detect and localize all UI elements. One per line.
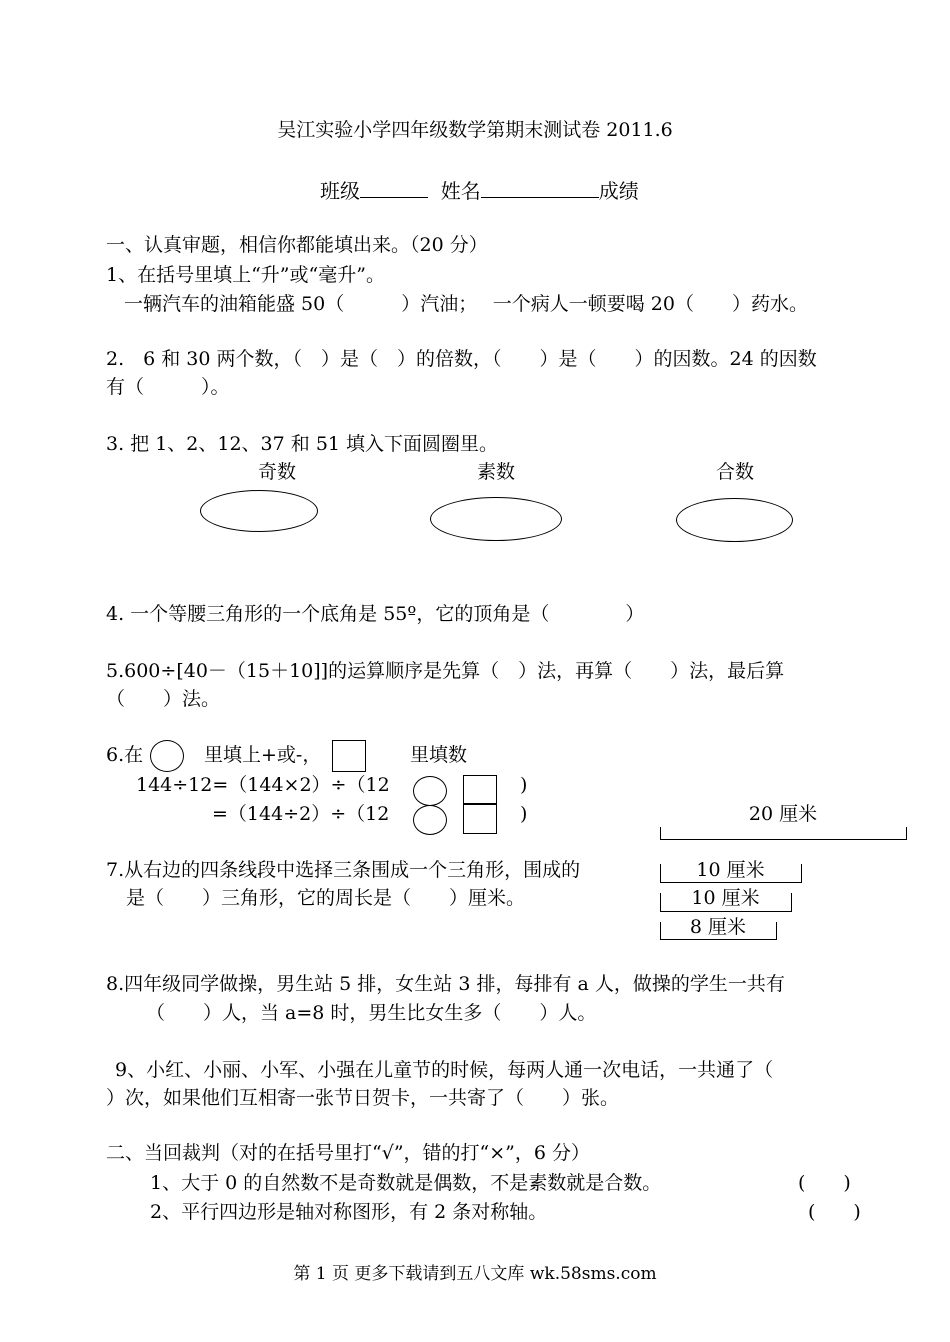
q6-suffix: 里填数 <box>410 744 468 766</box>
q6-close-paren-2: ) <box>520 803 528 825</box>
exam-title: 吴江实验小学四年级数学第期末测试卷 2011.6 <box>277 119 673 141</box>
prime-number-oval[interactable] <box>430 497 562 541</box>
q6-operator-circle-1[interactable] <box>413 776 447 806</box>
segment-8cm <box>660 922 777 940</box>
name-label: 姓名 <box>440 179 481 203</box>
q3-label-odd: 奇数 <box>258 461 297 483</box>
section1-heading: 一、认真审题，相信你都能填出来。（20 分） <box>106 234 488 256</box>
judge-item-1-paren[interactable]: ( ) <box>798 1172 851 1194</box>
q6-equation1: 144÷12=（144×2）÷（12 <box>136 774 390 796</box>
q4-line: 4. 一个等腰三角形的一个底角是 55º，它的顶角是（ ） <box>106 603 645 625</box>
segment-10cm-b <box>660 893 792 912</box>
q6-legend-square <box>332 740 366 772</box>
q3-prompt: 3. 把 1、2、12、37 和 51 填入下面圆圈里。 <box>106 433 499 455</box>
q6-number-box-2[interactable] <box>463 803 497 834</box>
student-info-line <box>320 179 639 201</box>
q5-line2: （ ）法。 <box>106 688 221 710</box>
q5-line1: 5.600÷[40－（15＋10]]的运算顺序是先算（ ）法，再算（ ）法，最后算 <box>106 660 785 682</box>
judge-item-2-text: 2、平行四边形是轴对称图形，有 2 条对称轴。 <box>150 1201 548 1223</box>
q7-line1: 7.从右边的四条线段中选择三条围成一个三角形，围成的 <box>106 859 581 881</box>
q2-line2: 有（ ）。 <box>106 376 230 398</box>
score-label: 成绩 <box>598 179 639 203</box>
segment-8cm-label: 8 厘米 <box>689 916 747 938</box>
q6-equation2: =（144÷2）÷（12 <box>212 803 390 825</box>
q6-legend-circle <box>150 740 184 772</box>
class-label: 班级 <box>320 179 360 203</box>
section2-heading: 二、当回裁判（对的在括号里打“√”，错的打“×”，6 分） <box>106 1142 591 1164</box>
q9-line1: 9、小红、小丽、小军、小强在儿童节的时候，每两人通一次电话，一共通了（ <box>115 1059 774 1081</box>
q3-label-prime: 素数 <box>477 461 516 483</box>
q8-line2: （ ）人，当 a=8 时，男生比女生多（ ）人。 <box>146 1002 597 1024</box>
q3-label-composite: 合数 <box>716 461 755 483</box>
judge-item-2-paren[interactable]: ( ) <box>808 1201 861 1223</box>
q6-mid: 里填上+或-， <box>204 744 322 766</box>
q2-line1: 2. 6 和 30 两个数，（ ）是（ ）的倍数，（ ）是（ ）的因数。24 的因数 <box>106 348 817 370</box>
q6-close-paren-1: ) <box>520 774 528 796</box>
segment-20cm <box>660 827 907 840</box>
q6-number-box-1[interactable] <box>463 775 497 805</box>
judge-item-1-text: 1、大于 0 的自然数不是奇数就是偶数，不是素数就是合数。 <box>150 1172 662 1194</box>
class-blank[interactable] <box>360 179 428 198</box>
segment-10cm-a-label: 10 厘米 <box>696 859 765 881</box>
composite-number-oval[interactable] <box>676 498 793 542</box>
odd-number-oval[interactable] <box>200 490 318 532</box>
q1-prompt: 1、在括号里填上“升”或“毫升”。 <box>106 264 385 286</box>
name-blank[interactable] <box>481 179 599 198</box>
q6-prefix: 6.在 <box>106 744 144 766</box>
q9-line2: ）次，如果他们互相寄一张节日贺卡，一共寄了（ ）张。 <box>106 1087 620 1109</box>
q7-line2: 是（ ）三角形，它的周长是（ ）厘米。 <box>126 887 526 909</box>
q1-sentence: 一辆汽车的油箱能盛 50（ ）汽油； 一个病人一顿要喝 20（ ）药水。 <box>124 293 808 315</box>
q6-operator-circle-2[interactable] <box>413 805 447 835</box>
segment-20cm-label: 20 厘米 <box>748 803 818 825</box>
segment-10cm-b-label: 10 厘米 <box>691 887 760 909</box>
page-footer: 第 1 页 更多下载请到五八文库 wk.58sms.com <box>293 1264 657 1284</box>
segment-10cm-a <box>660 864 802 883</box>
q8-line1: 8.四年级同学做操，男生站 5 排，女生站 3 排，每排有 a 人，做操的学生一共有 <box>106 973 785 995</box>
